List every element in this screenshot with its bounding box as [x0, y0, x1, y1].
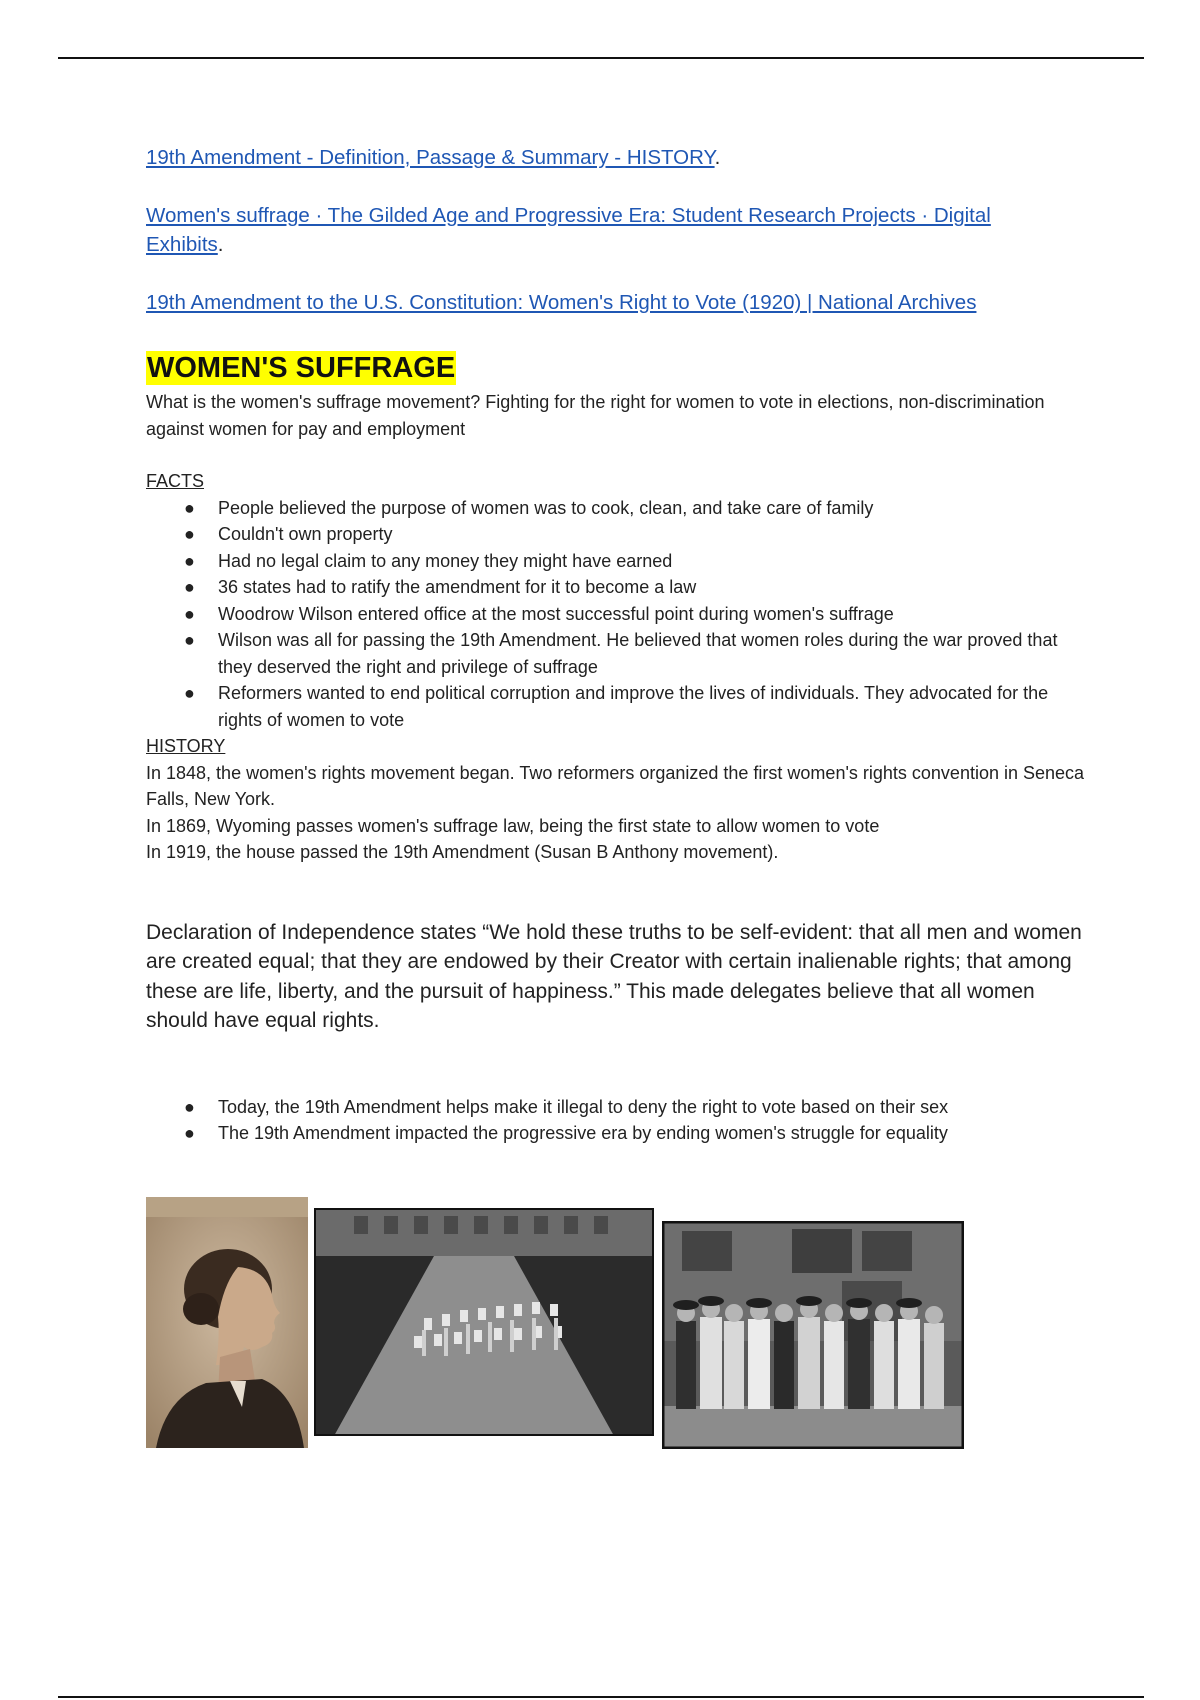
document-body [146, 143, 1096, 1147]
list-item [146, 548, 1096, 575]
portrait-photo [146, 1197, 308, 1448]
facts-list [146, 495, 1096, 734]
list-item [146, 601, 1096, 628]
list-item-text: The 19th Amendment impacted the progressive era by ending women's struggle for equality [218, 1123, 948, 1143]
list-item-text: Woodrow Wilson entered office at the most successful point during women's suffrage [218, 603, 894, 624]
history-label: HISTORY [146, 736, 226, 756]
parade-photo [314, 1208, 654, 1436]
link-digital-exhibits[interactable]: Women's suffrage · The Gilded Age and Progressive Era: Student Research Projects · Digital Exhibits [146, 204, 991, 256]
top-rule [58, 57, 1144, 59]
list-item-text: People believed the purpose of women was to cook, clean, and take care of family [218, 497, 874, 518]
list-item [146, 680, 1096, 733]
list-item-text: Today, the 19th Amendment helps make it illegal to deny the right to vote based on their sex [218, 1096, 949, 1117]
link-suffix: . [217, 233, 224, 256]
link-suffix: . [714, 146, 721, 169]
bullet-icon: ● [184, 603, 195, 624]
list-item-text: Reformers wanted to end political corruption and improve the lives of individuals. They advocated for the rights of women to vote [218, 683, 1049, 730]
link-national-archives[interactable]: 19th Amendment to the U.S. Constitution: Women's Right to Vote (1920) | National Archives [146, 291, 977, 314]
bullet-icon: ● [184, 1123, 195, 1143]
bottom-rule [58, 1696, 1144, 1698]
link-row-history [146, 143, 1096, 172]
list-item [146, 1120, 1096, 1147]
list-item-text: Wilson was all for passing the 19th Amendment. He believed that women roles during the war proved that they deserved the right and privilege of suffrage [218, 630, 1058, 677]
list-item [146, 1094, 1096, 1121]
history-line: In 1919, the house passed the 19th Amendment (Susan B Anthony movement). [146, 842, 779, 862]
list-item-text: Couldn't own property [218, 524, 393, 544]
photo-strip [146, 1197, 966, 1449]
bullet-icon: ● [184, 497, 195, 518]
list-item [146, 574, 1096, 601]
facts-label: FACTS [146, 471, 205, 491]
link-row-digital-exhibits [146, 201, 1066, 259]
link-row-national-archives [146, 288, 1096, 317]
declaration-paragraph: Declaration of Independence states “We hold these truths to be self-evident: that all men and women are created equal; that they are endowed by their Creator with certain inalienable rights; that among these are life, liberty, and the pursuit of happiness.” This made delegates believe that all women should have equal rights. [146, 920, 1082, 1032]
list-item-text: 36 states had to ratify the amendment for it to become a law [218, 577, 697, 597]
bullet-icon: ● [184, 550, 195, 571]
history-line: In 1848, the women's rights movement began. Two reformers organized the first women's rights convention in Seneca Falls, New York. [146, 762, 1085, 809]
intro-paragraph: What is the women's suffrage movement? Fighting for the right for women to vote in elections, non-discrimination against women for pay and employment [146, 392, 1045, 439]
list-item-text: Had no legal claim to any money they might have earned [218, 550, 673, 571]
section-heading: WOMEN'S SUFFRAGE [147, 352, 456, 384]
list-item [146, 627, 1096, 680]
list-item [146, 521, 1096, 548]
bullet-icon: ● [184, 1096, 195, 1117]
bullet-icon: ● [184, 577, 195, 597]
closing-list [146, 1094, 1096, 1147]
bullet-icon: ● [184, 524, 195, 544]
history-block [146, 760, 1096, 866]
group-photo [662, 1221, 964, 1449]
bullet-icon: ● [184, 630, 195, 650]
history-line: In 1869, Wyoming passes women's suffrage law, being the first state to allow women to vote [146, 815, 880, 836]
link-history[interactable]: 19th Amendment - Definition, Passage & Summary - HISTORY [146, 146, 715, 169]
list-item [146, 495, 1096, 522]
bullet-icon: ● [184, 683, 195, 703]
